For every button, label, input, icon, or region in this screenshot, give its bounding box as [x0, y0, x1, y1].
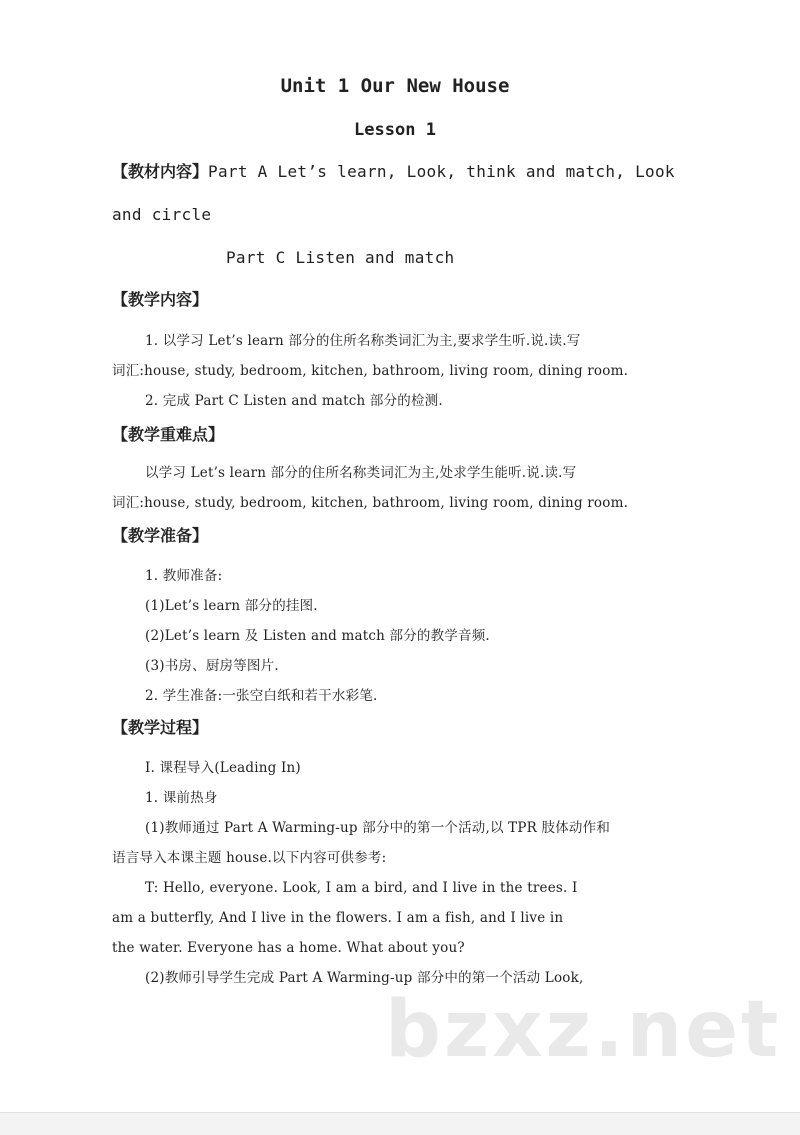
- content-item-1b: 词汇:house, study, bedroom, kitchen, bathroom, living room, dining room.: [112, 363, 629, 379]
- process-step-1-1a: (1)教师通过 Part A Warming-up 部分中的第一个活动,以 TPR 肢体动作和: [145, 820, 611, 836]
- lesson-subtitle: Lesson 1: [354, 120, 436, 140]
- prep-teacher-1: (1)Let’s learn 部分的挂图.: [145, 598, 318, 614]
- dialogue-line-1: T: Hello, everyone. Look, I am a bird, and I live in the trees. I: [145, 880, 578, 896]
- dialogue-line-3: the water. Everyone has a home. What about you?: [112, 940, 465, 956]
- content-item-2: 2. 完成 Part C Listen and match 部分的检测.: [145, 393, 443, 409]
- content-item-1a: 1. 以学习 Let’s learn 部分的住所名称类词汇为主,要求学生听.说.读.写: [145, 333, 581, 349]
- key-points-heading: 【教学重难点】: [112, 425, 225, 444]
- site-watermark: bzxz.net: [385, 985, 782, 1075]
- key-points-a: 以学习 Let’s learn 部分的住所名称类词汇为主,处求学生能听.说.读.写: [145, 465, 577, 481]
- preparation-heading: 【教学准备】: [112, 526, 209, 545]
- materials-line-3: Part C Listen and match: [226, 248, 455, 267]
- materials-line-1: [112, 162, 675, 182]
- dialogue-line-2: am a butterfly, And I live in the flowers. I am a fish, and I live in: [112, 910, 564, 926]
- materials-text: Part A Let’s learn, Look, think and match, Look: [208, 162, 675, 181]
- viewer-bottom-bar: [0, 1112, 800, 1135]
- process-step-I: Ⅰ. 课程导入(Leading In): [145, 760, 301, 776]
- document-title: Unit 1 Our New House: [280, 75, 510, 97]
- process-step-1-2: (2)教师引导学生完成 Part A Warming-up 部分中的第一个活动 Look,: [145, 970, 584, 986]
- content-heading: 【教学内容】: [112, 290, 209, 309]
- process-step-1-1b: 语言导入本课主题 house.以下内容可供参考:: [112, 850, 387, 866]
- process-heading: 【教学过程】: [112, 718, 209, 737]
- prep-teacher-3: (3)书房、厨房等图片.: [145, 658, 279, 674]
- process-step-1: 1. 课前热身: [145, 790, 218, 806]
- prep-teacher: 1. 教师准备:: [145, 568, 223, 584]
- materials-heading: 【教材内容】: [112, 162, 209, 181]
- materials-line-2: and circle: [112, 205, 212, 224]
- prep-student: 2. 学生准备:一张空白纸和若干水彩笔.: [145, 688, 378, 704]
- prep-teacher-2: (2)Let’s learn 及 Listen and match 部分的教学音频.: [145, 628, 490, 644]
- key-points-b: 词汇:house, study, bedroom, kitchen, bathroom, living room, dining room.: [112, 495, 629, 511]
